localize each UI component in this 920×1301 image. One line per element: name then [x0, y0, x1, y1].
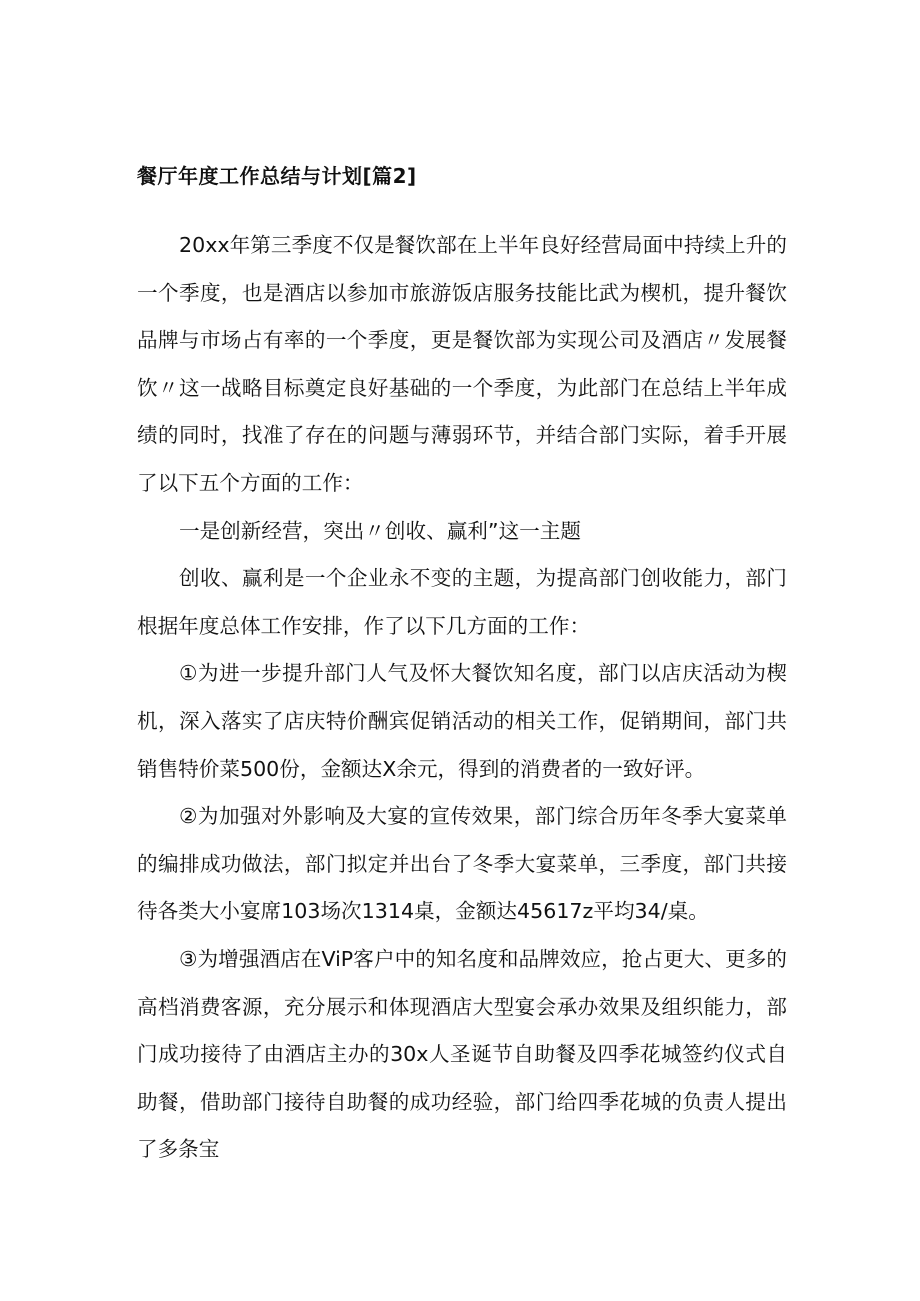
document-title: 餐厅年度工作总结与计划[篇2]: [137, 164, 417, 188]
paragraph-item-2: ②为加强对外影响及大宴的宣传效果，部门综合历年冬季大宴菜单的编排成功做法，部门拟定并出台了冬季大宴菜单，三季度，部门共接待各类大小宴席103场次1314桌，金额达45617z平均34/桌。: [137, 804, 787, 924]
paragraph-item-1: ①为进一步提升部门人气及怀大餐饮知名度，部门以店庆活动为楔机，深入落实了店庆特价酬宾促销活动的相关工作，促销期间，部门共销售特价菜500份，金额达X余元，得到的消费者的一致好评。: [137, 661, 787, 781]
paragraph-creating-revenue: 创收、赢利是一个企业永不变的主题，为提高部门创收能力，部门根据年度总体工作安排，作了以下几方面的工作：: [137, 566, 787, 638]
paragraph-item-3: ③为增强酒店在ViP客户中的知名度和品牌效应，抢占更大、更多的高档消费客源，充分展示和体现酒店大型宴会承办效果及组织能力，部门成功接待了由酒店主办的30x人圣诞节自助餐及四季花城签约仪式自助餐，借助部门接待自助餐的成功经验，部门给四季花城的负责人提出了多条宝: [137, 946, 787, 1162]
paragraph-intro: 20xx年第三季度不仅是餐饮部在上半年良好经营局面中持续上升的一个季度，也是酒店以参加市旅游饭店服务技能比武为楔机，提升餐饮品牌与市场占有率的一个季度，更是餐饮部为实现公司及酒店〃发展餐饮〃这一战略目标奠定良好基础的一个季度，为此部门在总结上半年成绩的同时，找准了存在的问题与薄弱环节，并结合部门实际，着手开展了以下五个方面的工作：: [137, 233, 787, 495]
paragraph-section-heading: 一是创新经营，突出〃创收、赢利”这一主题: [179, 518, 581, 543]
document-body: [137, 222, 787, 1174]
